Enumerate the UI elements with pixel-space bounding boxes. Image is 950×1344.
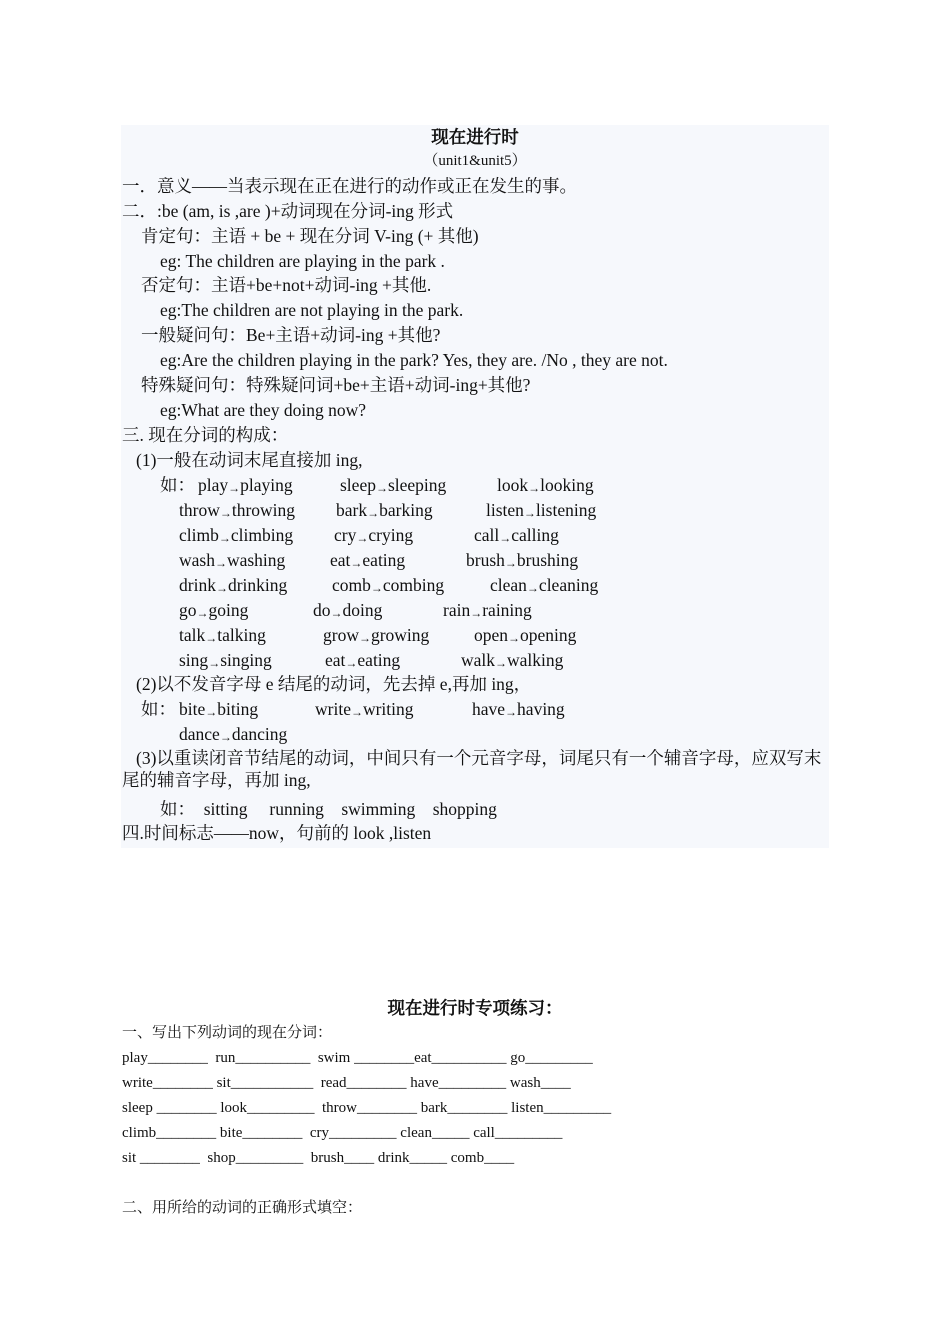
arrow-icon: → — [228, 481, 241, 495]
form-line: 二．:be (am, is ,are )+动词现在分词-ing 形式 — [122, 201, 454, 221]
arrow-icon: → — [523, 506, 536, 520]
base-verb: comb — [332, 575, 371, 595]
verb-pair — [179, 549, 285, 573]
negative-line: 否定句：主语+be+not+动词-ing +其他. — [141, 275, 432, 295]
verb-pair — [461, 649, 563, 673]
special-question-example: eg:What are they doing now? — [160, 400, 367, 420]
base-verb: climb — [179, 525, 219, 545]
base-verb: do — [313, 600, 331, 620]
verb-pair — [474, 624, 576, 648]
participle: sleeping — [387, 475, 447, 495]
affirmative-example: eg: The children are playing in the park . — [160, 251, 445, 271]
verb-pair — [466, 549, 578, 573]
participle: going — [208, 600, 249, 620]
arrow-icon: → — [370, 581, 383, 595]
base-verb: call — [474, 525, 500, 545]
arrow-icon: → — [350, 556, 363, 570]
arrow-icon: → — [345, 656, 358, 670]
exercise-row: play________ run__________ swim ________eat__________ go_________ — [122, 1050, 593, 1066]
base-verb: walk — [461, 650, 496, 670]
base-verb: brush — [466, 550, 505, 570]
verb-pair — [474, 524, 559, 548]
participle: writing — [362, 699, 414, 719]
base-verb: eat — [325, 650, 346, 670]
base-verb: listen — [486, 500, 524, 520]
participle: brushing — [516, 550, 579, 570]
verb-pair — [313, 599, 382, 623]
participle: raining — [482, 600, 532, 620]
verb-pair — [323, 624, 429, 648]
participle-heading: 三. 现在分词的构成： — [122, 425, 289, 445]
verb-pair — [179, 599, 248, 623]
exercise-part1-heading: 一、写出下列动词的现在分词： — [122, 1025, 333, 1041]
base-verb: have — [472, 699, 506, 719]
arrow-icon: → — [330, 606, 343, 620]
base-verb: go — [179, 600, 197, 620]
arrow-icon: → — [358, 631, 371, 645]
participle: doing — [342, 600, 383, 620]
exercise-row: climb________ bite________ cry_________ clean_____ call_________ — [122, 1125, 563, 1141]
base-verb: cry — [334, 525, 357, 545]
arrow-icon: → — [214, 556, 227, 570]
verb-pair — [198, 474, 293, 498]
arrow-icon: → — [526, 581, 539, 595]
participle: barking — [379, 500, 433, 520]
arrow-icon: → — [375, 481, 388, 495]
base-verb: throw — [179, 500, 220, 520]
verb-pair — [490, 574, 598, 598]
verb-pair — [330, 549, 405, 573]
notes-title: 现在进行时 — [431, 127, 519, 147]
participle: talking — [217, 625, 266, 645]
participle: dancing — [231, 724, 288, 744]
verb-pair — [340, 474, 446, 498]
special-question-line: 特殊疑问句：特殊疑问词+be+主语+动词-ing+其他? — [141, 375, 531, 395]
base-verb: wash — [179, 550, 215, 570]
base-verb: write — [315, 699, 351, 719]
base-verb: grow — [323, 625, 359, 645]
participle: calling — [511, 525, 559, 545]
participle: drinking — [227, 575, 288, 595]
arrow-icon: → — [495, 656, 508, 670]
verb-pair — [179, 698, 258, 722]
participle: climbing — [230, 525, 294, 545]
rule1-prefix: 如： — [160, 475, 195, 495]
participle: growing — [370, 625, 430, 645]
verb-pair — [179, 574, 287, 598]
arrow-icon: → — [470, 606, 483, 620]
participle: crying — [368, 525, 414, 545]
participle: looking — [540, 475, 594, 495]
exercise-row: write________ sit___________ read________ have_________ wash____ — [122, 1075, 571, 1091]
exercise-title: 现在进行时专项练习： — [387, 998, 563, 1018]
arrow-icon: → — [205, 631, 218, 645]
participle: opening — [520, 625, 577, 645]
base-verb: eat — [330, 550, 351, 570]
base-verb: talk — [179, 625, 206, 645]
participle: biting — [217, 699, 259, 719]
time-markers-line: 四.时间标志——now，句前的 look ,listen — [122, 823, 432, 843]
exercise-part2-heading: 二、用所给的动词的正确形式填空： — [122, 1200, 363, 1216]
negative-example: eg:The children are not playing in the park. — [160, 300, 464, 320]
base-verb: look — [497, 475, 529, 495]
verb-pair — [179, 499, 295, 523]
general-question-example: eg:Are the children playing in the park? Yes, they are. /No , they are not. — [160, 350, 668, 370]
base-verb: clean — [490, 575, 527, 595]
participle: combing — [382, 575, 445, 595]
participle: singing — [220, 650, 272, 670]
base-verb: drink — [179, 575, 216, 595]
verb-pair — [336, 499, 433, 523]
verb-pair — [334, 524, 413, 548]
base-verb: rain — [443, 600, 471, 620]
exercise-row: sit ________ shop_________ brush____ drink_____ comb____ — [122, 1150, 515, 1166]
verb-pair — [179, 723, 287, 747]
participle: walking — [507, 650, 564, 670]
participle: eating — [357, 650, 401, 670]
participle: throwing — [231, 500, 296, 520]
arrow-icon: → — [350, 705, 363, 719]
base-verb: bark — [336, 500, 368, 520]
arrow-icon: → — [219, 730, 232, 744]
participle: washing — [226, 550, 286, 570]
rule3-examples: 如： sitting running swimming shopping — [160, 799, 497, 819]
base-verb: play — [198, 475, 229, 495]
verb-pair — [325, 649, 400, 673]
notes-subtitle: （unit1&unit5） — [423, 153, 527, 169]
verb-pair — [443, 599, 532, 623]
participle: cleaning — [538, 575, 599, 595]
base-verb: bite — [179, 699, 206, 719]
arrow-icon: → — [208, 656, 221, 670]
arrow-icon: → — [367, 506, 380, 520]
rule1-line: (1)一般在动词末尾直接加 ing, — [136, 450, 363, 470]
rule2-line: (2)以不发音字母 e 结尾的动词，先去掉 e,再加 ing， — [136, 674, 532, 694]
arrow-icon: → — [215, 581, 228, 595]
verb-pair — [179, 524, 293, 548]
base-verb: sleep — [340, 475, 376, 495]
arrow-icon: → — [356, 531, 369, 545]
base-verb: sing — [179, 650, 209, 670]
exercise-row: sleep ________ look_________ throw________ bark________ listen_________ — [122, 1100, 612, 1116]
arrow-icon: → — [196, 606, 209, 620]
arrow-icon: → — [218, 531, 231, 545]
base-verb: open — [474, 625, 509, 645]
arrow-icon: → — [499, 531, 512, 545]
meaning-line: 一．意义——当表示现在正在进行的动作或正在发生的事。 — [122, 176, 577, 196]
rule3-line: (3)以重读闭音节结尾的动词，中间只有一个元音字母，词尾只有一个辅音字母，应双写末尾的辅音字母，再加 ing, — [122, 748, 822, 790]
verb-pair — [486, 499, 596, 523]
participle: having — [517, 699, 565, 719]
general-question-line: 一般疑问句：Be+主语+动词-ing +其他? — [141, 325, 441, 345]
verb-pair — [497, 474, 594, 498]
arrow-icon: → — [505, 705, 518, 719]
verb-pair — [315, 698, 414, 722]
participle: listening — [535, 500, 597, 520]
participle: eating — [362, 550, 406, 570]
arrow-icon: → — [528, 481, 541, 495]
arrow-icon: → — [508, 631, 521, 645]
participle: playing — [240, 475, 293, 495]
rule2-prefix: 如： — [141, 699, 176, 719]
verb-pair — [332, 574, 444, 598]
arrow-icon: → — [504, 556, 517, 570]
verb-pair — [179, 649, 272, 673]
verb-pair — [179, 624, 266, 648]
base-verb: dance — [179, 724, 220, 744]
arrow-icon: → — [219, 506, 232, 520]
arrow-icon: → — [205, 705, 218, 719]
affirmative-line: 肯定句：主语 + be + 现在分词 V-ing (+ 其他) — [141, 226, 479, 246]
verb-pair — [472, 698, 565, 722]
